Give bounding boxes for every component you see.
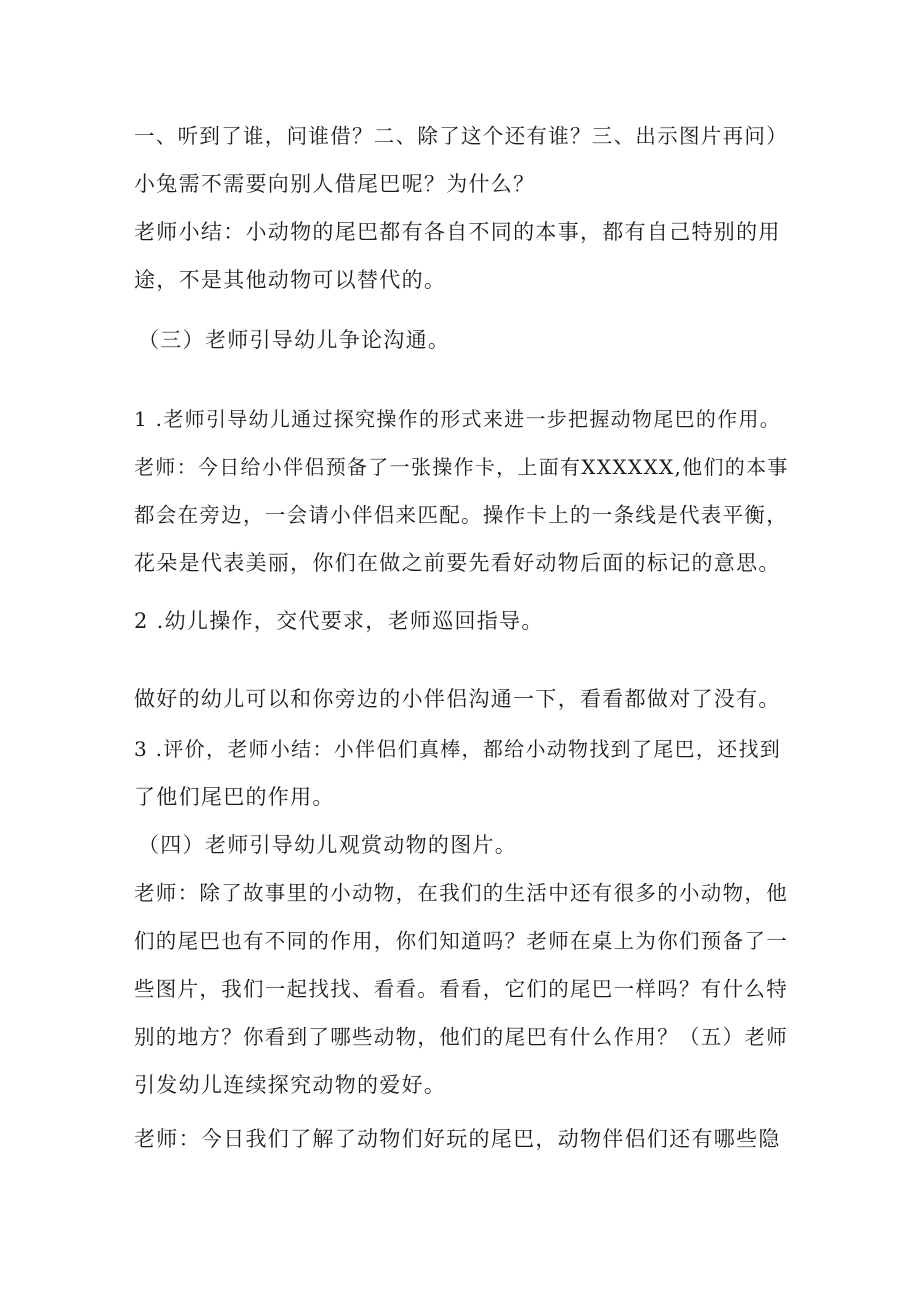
text-line-10: 2 .幼儿操作，交代要求，老师巡回指导。 bbox=[134, 609, 544, 633]
text-line-17: 些图片，我们一起找找、看看。看看，它们的尾巴一样吗？有什么特 bbox=[134, 977, 788, 1001]
text-line-15: 老师：除了故事里的小动物，在我们的生活中还有很多的小动物，他 bbox=[134, 881, 788, 905]
section-heading-4: （四）老师引导幼儿观赏动物的图片。 bbox=[138, 833, 518, 857]
text-line-9: 花朵是代表美丽，你们在做之前要先看好动物后面的标记的意思。 bbox=[134, 551, 781, 575]
text-line-2: 小兔需不需要向别人借尾巴呢？为什么？ bbox=[134, 172, 536, 196]
text-line-16: 们的尾巴也有不同的作用，你们知道吗？老师在桌上为你们预备了一 bbox=[134, 929, 788, 953]
text-line-1: 一、听到了谁，问谁借？二、除了这个还有谁？三、出示图片再问） bbox=[134, 124, 788, 148]
text-line-12: 3 .评价，老师小结：小伴侣们真棒，都给小动物找到了尾巴，还找到 bbox=[134, 737, 782, 761]
text-line-6: 1 .老师引导幼儿通过探究操作的形式来进一步把握动物尾巴的作用。 bbox=[134, 407, 782, 431]
text-line-11: 做好的幼儿可以和你旁边的小伴侣沟通一下，看看都做对了没有。 bbox=[134, 687, 781, 711]
text-line-3: 老师小结：小动物的尾巴都有各自不同的本事，都有自己特别的用 bbox=[134, 220, 781, 244]
text-line-8: 都会在旁边，一会请小伴侣来匹配。操作卡上的一条线是代表平衡， bbox=[134, 503, 788, 527]
text-line-4: 途，不是其他动物可以替代的。 bbox=[134, 268, 447, 292]
section-heading-3: （三）老师引导幼儿争论沟通。 bbox=[138, 328, 451, 352]
text-line-18: 别的地方？你看到了哪些动物，他们的尾巴有什么作用？（五）老师 bbox=[134, 1025, 788, 1049]
text-line-13: 了他们尾巴的作用。 bbox=[134, 785, 335, 809]
text-line-19: 引发幼儿连续探究动物的爱好。 bbox=[134, 1073, 447, 1097]
text-line-7: 老师：今日给小伴侣预备了一张操作卡，上面有XXXXXX,他们的本事 bbox=[134, 455, 789, 479]
text-line-20: 老师：今日我们了解了动物们好玩的尾巴，动物伴侣们还有哪些隐 bbox=[134, 1127, 781, 1151]
